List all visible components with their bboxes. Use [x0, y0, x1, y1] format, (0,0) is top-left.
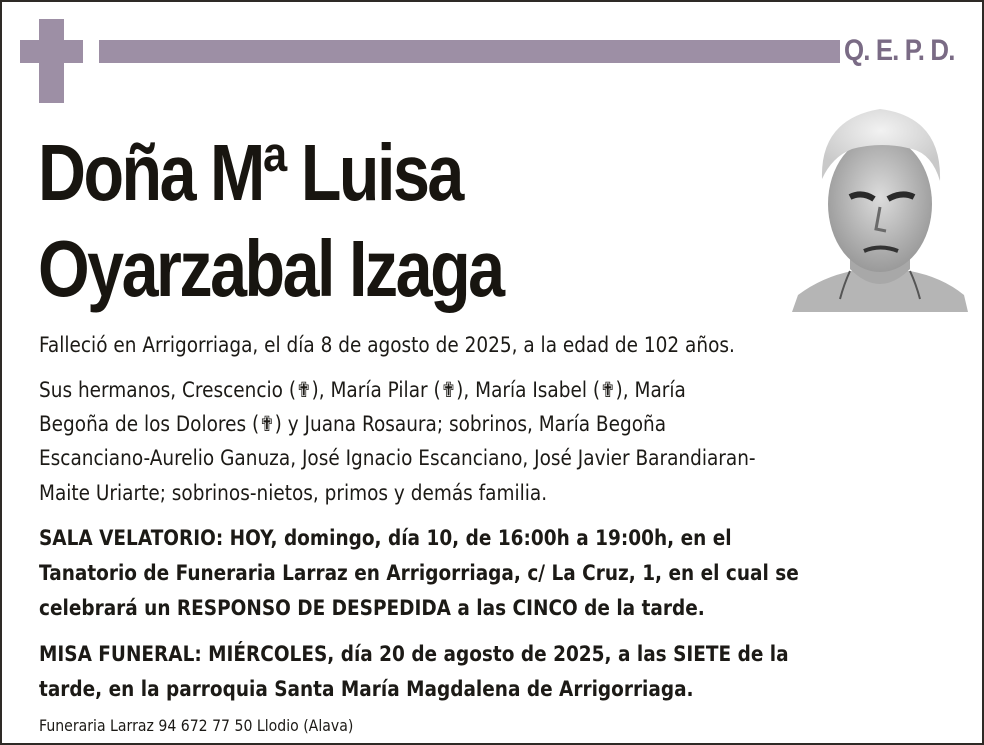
portrait-photo	[792, 99, 968, 312]
funeral-line: tarde, en la parroquia Santa María Magdalena de Arrigorriaga.	[39, 677, 694, 701]
family-line: Maite Uriarte; sobrinos-nietos, primos y demás familia.	[39, 481, 548, 505]
funeral-line: MISA FUNERAL: MIÉRCOLES, día 20 de agosto de 2025, a las SIETE de la	[39, 642, 789, 666]
velatorio-line: Tanatorio de Funeraria Larraz en Arrigorriaga, c/ La Cruz, 1, en el cual se	[39, 561, 799, 585]
deceased-name-line2: Oyarzabal Izaga	[38, 224, 503, 313]
qepd-label: Q. E. P. D.	[844, 34, 955, 67]
funeral-home-footer: Funeraria Larraz 94 672 77 50 Llodio (Alava)	[39, 716, 354, 735]
family-line: Escanciano-Aurelio Ganuza, José Ignacio Escanciano, José Javier Barandiaran-	[39, 446, 756, 470]
velatorio-line: celebrará un RESPONSO DE DESPEDIDA a las CINCO de la tarde.	[39, 596, 705, 620]
cross-icon-bar	[20, 40, 83, 63]
velatorio-line: SALA VELATORIO: HOY, domingo, día 10, de 16:00h a 19:00h, en el	[39, 526, 732, 550]
portrait-icon	[792, 99, 968, 312]
family-line: Begoña de los Dolores (✟) y Juana Rosaura; sobrinos, María Begoña	[39, 412, 667, 436]
death-notice: Falleció en Arrigorriaga, el día 8 de agosto de 2025, a la edad de 102 años.	[39, 333, 735, 357]
header-rule	[99, 40, 840, 63]
deceased-name-line1: Doña Mª Luisa	[38, 128, 462, 217]
family-line: Sus hermanos, Crescencio (✟), María Pilar (✟), María Isabel (✟), María	[39, 378, 686, 402]
